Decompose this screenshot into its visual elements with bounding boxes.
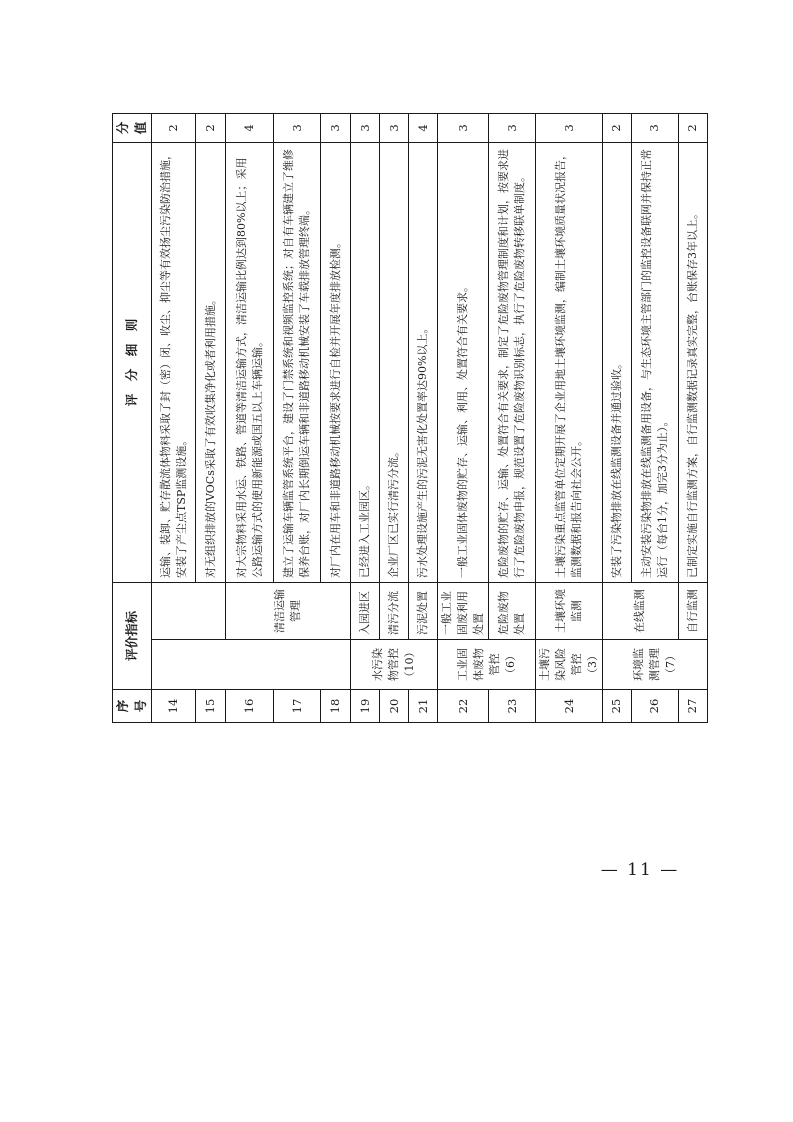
rotated-table-container [112,121,700,752]
table-row [351,113,380,722]
table-row [602,113,631,722]
row-seq: 26 [631,690,678,723]
indicator-clean-transport: 清洁运输管理 [226,582,351,639]
row-score: 3 [274,113,321,142]
row-seq: 15 [196,690,226,723]
row-detail: 已制定实施自行监测方案，自行监测数据记录真实完整，台账保存3年以上。 [678,142,707,582]
header-indicator: 评价指标 [113,582,152,689]
row-detail: 危险废物的贮存、运输、处置符合有关要求，制定了危险废物管理制度和计划，按要求进行了危险废物申报，规范设置了危险废物识别标志，执行了危险废物转移联单制度。 [489,142,536,582]
row-detail: 已经进入工业园区。 [351,142,380,582]
row-detail: 主动安装污染物排放在线监测备用设备，与生态环境主管部门的监控设备联网并保持正常运行（每台1分，加完3分为止）。 [631,142,678,582]
row-score: 3 [536,113,603,142]
row-detail: 建立了运输车辆监管系统平台，建设了门禁系统和视频监控系统；对自有车辆建立了维修保养台账，对厂内长期倒运车辆和非道路移动机械安装了车载排放管理终端。 [274,142,321,582]
row-score: 2 [678,113,707,142]
indicator-monitoring: 环境监测管理（7） [602,640,707,690]
header-seq: 序号 [113,690,152,723]
row-seq: 17 [274,690,321,723]
row-seq: 19 [351,690,380,723]
row-score: 2 [602,113,631,142]
row-sub-indicator: 污泥处置 [409,582,438,639]
row-detail: 对厂内在用车和非道路移动机械按要求进行自检并开展年度排放检测。 [321,142,351,582]
row-score: 3 [438,113,489,142]
row-score: 4 [409,113,438,142]
row-score: 4 [226,113,274,142]
header-row [113,113,152,722]
row-seq: 18 [321,690,351,723]
row-seq: 16 [226,690,274,723]
table-row [536,113,603,722]
table-row [152,113,196,722]
row-score: 2 [152,113,196,142]
indicator-air-blank [152,582,226,639]
row-detail: 污水处理设施产生的污泥无害化处置率达90%以上。 [409,142,438,582]
row-score: 3 [380,113,409,142]
row-score: 3 [631,113,678,142]
row-seq: 27 [678,690,707,723]
row-seq: 21 [409,690,438,723]
row-detail: 企业厂区已实行清污分流。 [380,142,409,582]
row-seq: 22 [438,690,489,723]
page-number: — 11 — [600,860,680,880]
row-sub-indicator: 自行监测 [678,582,707,639]
table-row [678,113,707,722]
row-sub-indicator: 一般工业固废利用处置 [438,582,489,639]
row-score: 3 [489,113,536,142]
row-sub-indicator: 清污分流 [380,582,409,639]
table-row [409,113,438,722]
row-sub-indicator: 入园进区 [351,582,380,639]
row-seq: 14 [152,690,196,723]
row-seq: 23 [489,690,536,723]
row-sub-indicator: 危险废物处置 [489,582,536,639]
indicator-online-monitoring: 在线监测 [602,582,678,639]
row-detail: 运输、装卸、贮存散流体物料采取了封（密）闭、收尘、抑尘等有效扬尘污染防治措施，安装了产尘点TSP监测设施。 [152,142,196,582]
header-score: 分值 [113,113,152,142]
row-score: 3 [321,113,351,142]
row-seq: 24 [536,690,603,723]
row-score: 2 [196,113,226,142]
row-score: 3 [351,113,380,142]
header-detail: 评 分 细 则 [113,142,152,582]
table-row [380,113,409,722]
table-row [489,113,536,722]
scoring-table [112,113,708,723]
indicator-solid-waste: 工业固体废物管控（6） [438,640,536,690]
indicator-water: 水污染物管控（10） [351,640,438,690]
row-sub-indicator: 土壤环境监测 [536,582,603,639]
table-row [438,113,489,722]
row-detail: 土壤污染重点监管单位定期开展了企业用地土壤环境监测，编制土壤环境质量状况报告，监测数据和报告向社会公开。 [536,142,603,582]
row-detail: 安装了污染物排放在线监测设备并通过验收。 [602,142,631,582]
row-seq: 20 [380,690,409,723]
row-detail: 对大宗物料采用水运、铁路、管道等清洁运输方式，清洁运输比例达到80%以上；采用公路运输方式的使用新能源或国五以上车辆运输。 [226,142,274,582]
row-detail: 对无组织排放的VOCs采取了有效收集净化或者利用措施。 [196,142,226,582]
table-row [226,113,274,722]
row-detail: 一般工业固体废物的贮存、运输、利用、处置符合有关要求。 [438,142,489,582]
indicator-soil: 土壤污染风险管控（3） [536,640,603,690]
row-seq: 25 [602,690,631,723]
indicator-air [152,640,351,690]
